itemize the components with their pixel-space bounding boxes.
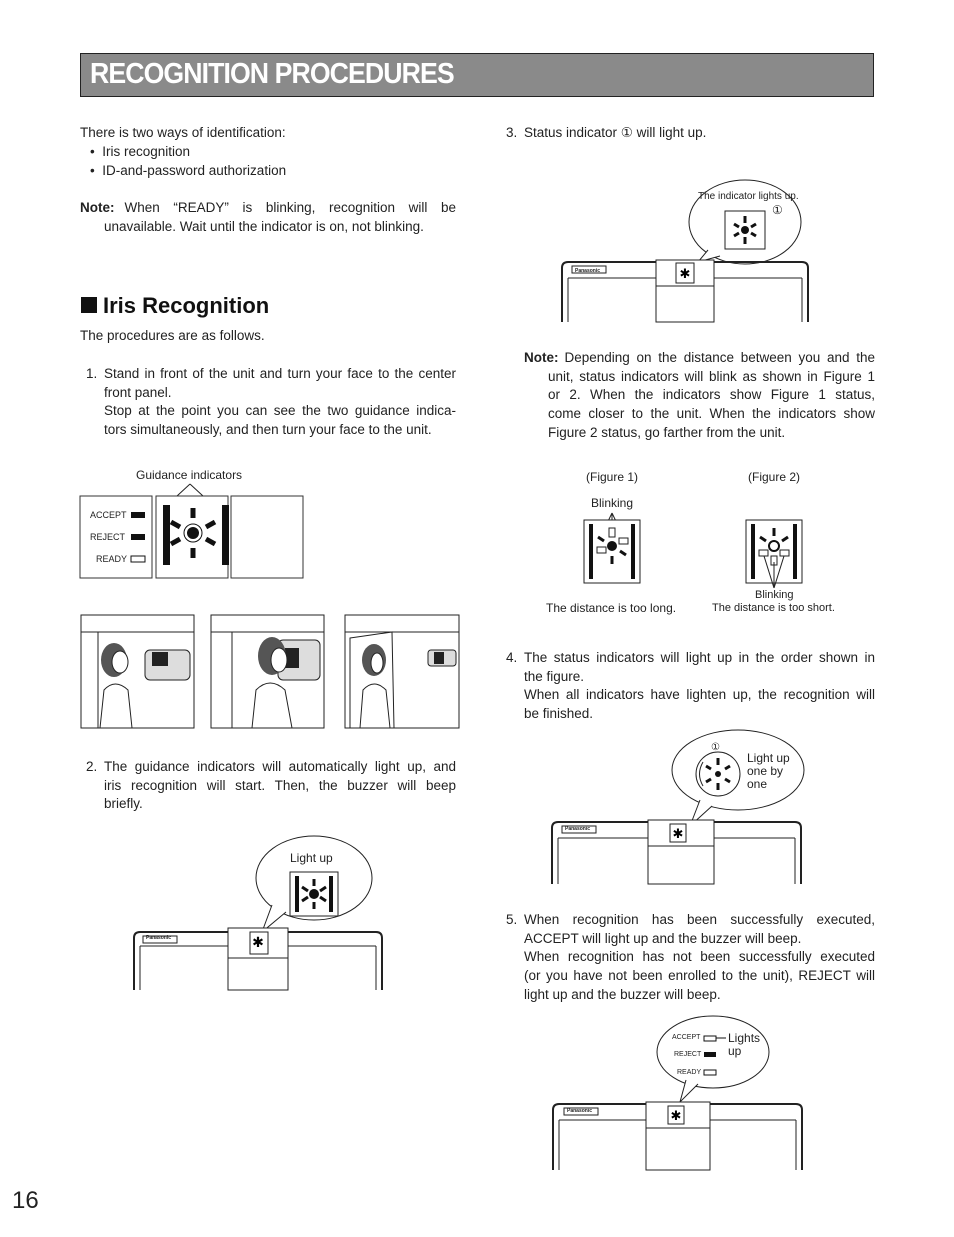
step4-line: When all indicators have lighten up, the recognition will: [524, 687, 875, 703]
page-number: 16: [12, 1187, 39, 1214]
panel-reject-label: REJECT: [674, 1051, 702, 1058]
panel-reject-label: REJECT: [90, 532, 126, 542]
step5-callout: [728, 1032, 760, 1058]
figure2-description: The distance is too short.: [712, 602, 835, 614]
guidance-label: Guidance indicators: [136, 468, 243, 482]
step1-line: Stand in front of the unit and turn your face to the center: [104, 366, 456, 381]
svg-text:✱: ✱: [672, 827, 684, 842]
panel-ready-label: READY: [677, 1069, 702, 1076]
page-title: RECOGNITION PROCEDURES: [90, 58, 454, 90]
step5-line: When recognition has been successfully executed,: [524, 912, 875, 927]
step1-line: tors simultaneously, and then turn your face to the unit.: [104, 422, 432, 438]
note-label: Note:: [80, 200, 115, 215]
step4-number: 4.: [506, 650, 518, 665]
step4-marker: ①: [711, 742, 720, 753]
panel-ready-label: READY: [96, 554, 128, 564]
step5-number: 5.: [506, 912, 518, 927]
step3-marker: ①: [772, 203, 783, 217]
step3-callout: The indicator lights up.: [698, 191, 799, 202]
step2-line: iris recognition will start. Then, the buzzer will beep: [104, 777, 456, 793]
figure1-description: The distance is too long.: [546, 601, 677, 615]
svg-text:✱: ✱: [670, 1109, 682, 1124]
figure2-caption: (Figure 2): [748, 470, 801, 484]
step2-number: 2.: [86, 759, 98, 774]
step4-line: be finished.: [524, 706, 594, 722]
svg-text:✱: ✱: [252, 935, 264, 951]
step2-line: briefly.: [104, 796, 143, 812]
note-line-2: unavailable. Wait until the indicator is on, not blinking.: [104, 218, 424, 234]
note-line: come closer to the unit. When the indicators show: [548, 406, 875, 422]
figure1-caption: (Figure 1): [586, 470, 639, 484]
step5-line: (or you have not been enrolled to the unit), REJECT will: [524, 968, 875, 984]
note-line: Figure 2 status, go farther from the unit.: [548, 424, 786, 440]
step5-line: ACCEPT will light up and the buzzer will beep.: [524, 930, 802, 946]
note-line: or 2. When the indicators show Figure 1 status,: [548, 387, 875, 403]
section-title: Iris Recognition: [103, 293, 270, 318]
note-label: Note:: [524, 350, 559, 365]
brand-logo: Panasonic: [146, 935, 172, 941]
note-line: Depending on the distance between you and the: [564, 350, 875, 365]
step3-number: 3.: [506, 125, 518, 140]
step1-number: 1.: [86, 366, 98, 381]
step1-line: front panel.: [104, 384, 172, 400]
figure2-blink-label: Blinking: [755, 589, 794, 601]
intro-lead: There is two ways of identification:: [80, 125, 286, 140]
step4-line: the figure.: [524, 668, 585, 684]
step5-line: light up and the buzzer will beep.: [524, 986, 721, 1002]
panel-accept-label: ACCEPT: [90, 510, 127, 520]
note-line-1: When “READY” is blinking, recognition will be: [124, 200, 456, 215]
step5-line: When recognition has not been successfully executed: [524, 949, 875, 965]
callout-line: Lights: [728, 1031, 761, 1045]
svg-text:✱: ✱: [679, 267, 691, 282]
intro-bullet-1: • Iris recognition: [90, 144, 191, 159]
brand-logo: Panasonic: [575, 268, 601, 274]
step4-line: The status indicators will light up in the order shown in: [524, 650, 875, 665]
step2-line: The guidance indicators will automatically light up, and: [104, 759, 456, 774]
note-line: unit, status indicators will blink as shown in Figure 1: [548, 368, 875, 384]
step3-text: Status indicator ① will light up.: [524, 125, 707, 140]
step2-callout: Light up: [290, 851, 333, 865]
figure1-blink-label: Blinking: [591, 496, 634, 510]
callout-line: one by: [747, 764, 784, 778]
brand-logo: Panasonic: [565, 826, 591, 832]
section-lead: The procedures are as follows.: [80, 328, 265, 343]
callout-line: up: [728, 1044, 742, 1058]
step1-line: Stop at the point you can see the two guidance indica-: [104, 403, 456, 419]
callout-line: one: [747, 777, 768, 791]
panel-accept-label: ACCEPT: [672, 1034, 701, 1041]
brand-logo: Panasonic: [567, 1108, 593, 1114]
intro-bullet-2: • ID-and-password authorization: [90, 163, 287, 178]
callout-line: Light up: [747, 751, 790, 765]
